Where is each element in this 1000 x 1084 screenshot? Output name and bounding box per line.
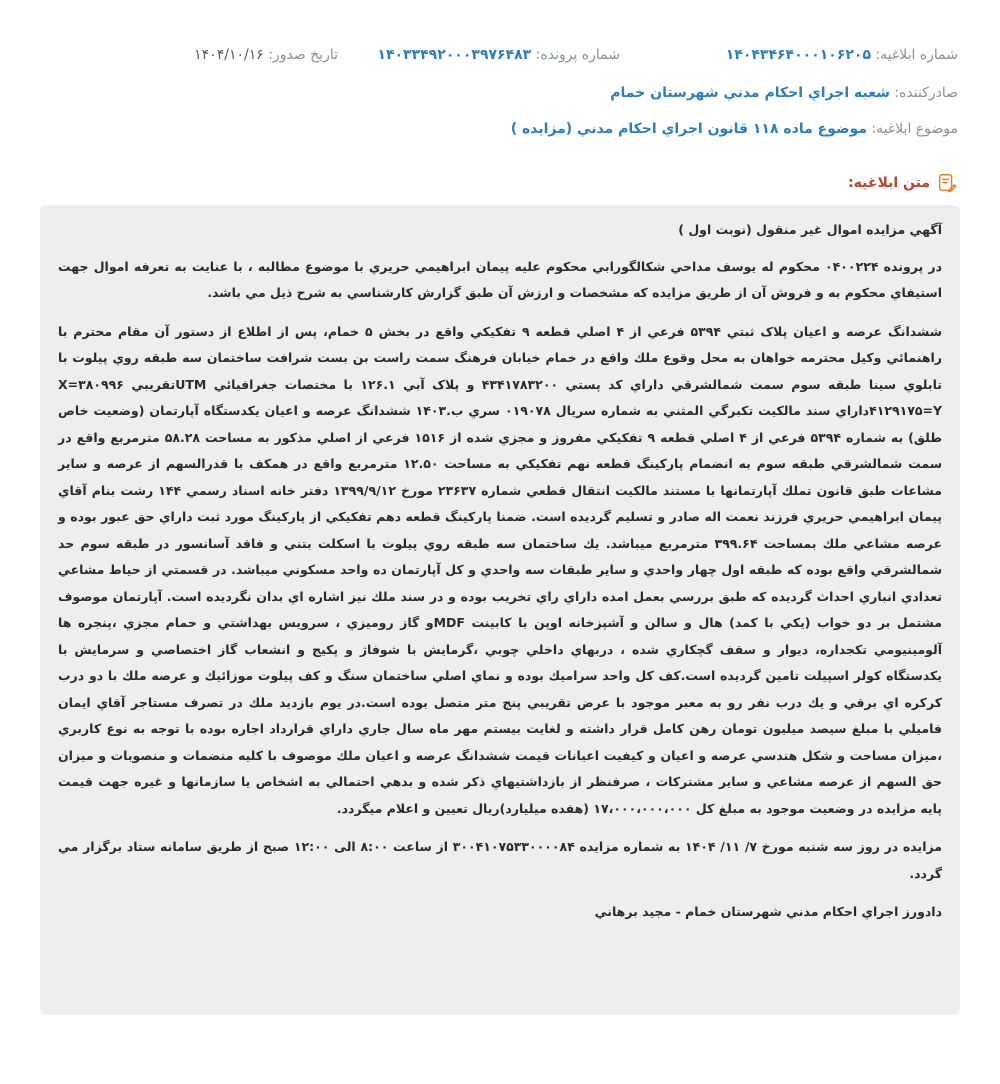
notice-text-box — [40, 205, 960, 1015]
notice-meta-row — [40, 47, 958, 69]
notice-number-label: شماره ابلاغيه: — [875, 47, 958, 63]
issue-date-value: ۱۴۰۴/۱۰/۱۶ — [194, 47, 264, 63]
auction-heading: آگهي مزايده اموال غير منقول (نوبت اول ) — [678, 222, 942, 237]
document-edit-icon — [936, 172, 958, 194]
signature-line: دادورز اجراي احکام مدني شهرستان خمام - مجيد برهاني — [594, 904, 942, 919]
subject-value: موضوع ماده ۱۱۸ قانون اجراي احکام مدني (مزايده ) — [510, 121, 867, 137]
subject-label: موضوع ابلاغيه: — [871, 121, 958, 137]
notice-text-label: متن ابلاغيه: — [848, 175, 930, 191]
case-number-value: ۱۴۰۳۳۴۹۲۰۰۰۳۹۷۶۴۸۳ — [377, 47, 532, 63]
notice-number-value: ۱۴۰۴۳۴۶۴۰۰۰۱۰۶۲۰۵ — [725, 47, 871, 63]
issue-date-label: تاريخ صدور: — [268, 47, 338, 63]
notice-number-field — [726, 47, 958, 63]
issuer-row — [40, 85, 958, 107]
case-number-label: شماره پرونده: — [535, 47, 620, 63]
property-description-paragraph: ششدانگ عرصه و اعيان پلاک ثبتي ۵۳۹۴ فرعي از ۴ اصلي قطعه ۹ تفکيکي واقع در بخش ۵ خمام، پس از اطلاع از دستور آن مقام محترم با راهنمائي وکيل محترمه خواهان به محل وقوع ملك واقع در خمام خيابان فرهنگ سمت راست بن بست شرافت ساختمان سه طبقه روي پيلوت با تابلوي سينا طبقه سوم سمت شمالشرقي داراي کد پستي ۴۳۴۱۷۸۳۲۰۰ و پلاک آبي ۱۲۶.۱ با مختصات جغرافيائي UTMتقريبي X=۳۸۰۹۹۶ ۴۱۲۹۱۷۵=Yداراي سند مالکيت تکبرگي المثني به شماره سريال ۰۱۹۰۷۸ سري ب.۱۴۰۳ ششدانگ عرصه و اعيان يکدستگاه آپارتمان (وضعيت خاص طلق) به شماره ۵۳۹۴ فرعي از ۴ اصلي قطعه ۹ تفکيکي مفروز و مجزي شده از ۱۵۱۶ فرعي از اصلي مذکور به مساحت ۵۸.۲۸ مترمربع واقع در سمت شمالشرقي طبقه سوم به انضمام پارکينگ قطعه نهم تفکيکي به مساحت ۱۲.۵۰ مترمربع واقع در همکف با قدرالسهم از عرصه و ساير مشاعات طبق قانون تملك آپارتمانها با مستند مالکيت انتقال قطعي شماره ۲۳۶۳۷ مورخ ۱۳۹۹/۹/۱۲ دفتر خانه اسناد رسمي ۱۴۴ رشت بنام آقاي پيمان ابراهيمي حريري فرزند نعمت اله صادر و تسليم گرديده است. ضمنا پارکينگ قطعه دهم تفکيکي از پارکينگ مورد ثبت داراي حق عبور بوده و عرصه مشاعي ملك بمساحت ۳۹۹.۶۴ مترمربع ميباشد. يك ساختمان سه طبقه روي پيلوت با اسکلت بتني و فاقد آسانسور در طبقه سوم حد شمالشرقي واقع بوده که طبقه اول چهار واحدي و ساير طبقات سه واحدي و کل آپارتمان ده واحد مسکوني ميباشد. در قسمتي از حياط مشاعي تعدادي انباري احداث گرديده که طبق بررسي بعمل امده داراي راي تخريب بوده و در سند ملك نيز اشاره اي بدان نگرديده است. آپارتمان موصوف مشتمل بر دو خواب (يکي با کمد) هال و سالن و آشپزخانه اوپن با کابينت MDFو گاز روميزي ، سرويس بهداشتي و حمام مجزي ،پنجره ها آلومينيومي تکجداره، ديوار و سقف گچکاري شده ، دربهاي داخلي چوبي ،گرمايش با شوفاژ و پکيج و انشعاب گاز اختصاصي و سرمايش با يکدستگاه کولر اسپيلت تامين گرديده است.کف کل واحد سراميك بوده و نماي اصلي ساختمان سنگ و کف پيلوت موزائيك و عرصه ملك با دو درب کرکره اي برقي و يك درب نفر رو به معبر موجود با عرض تقريبي پنج متر متصل بوده است.در يوم بازديد ملك در تصرف مستاجر آقاي ايمان فاميلي با مبلغ سيصد ميليون تومان رهن کامل قرار داشته و لغايت بيستم مهر ماه سال جاري داراي قرارداد اجاره بوده با توجه به نوع کاربري ،ميزان مساحت و شکل هندسي عرصه و اعيان و کيفيت اعيانات قيمت ششدانگ عرصه و اعيان ملك موصوف با کليه منضمات و منصوبات و ميزان حق السهم از عرصه مشاعي و ساير مشترکات ، صرفنظر از بازداشتيهاي ذکر شده و بدهي احتمالي به اشخاص يا سازمانها و غيره جهت قيمت پايه مزايده در وضعيت موجود به مبلغ کل ۱۷،۰۰۰،۰۰۰،۰۰۰ (هفده ميليارد)ريال تعيين و اعلام ميگردد. — [58, 323, 943, 816]
issue-date-field — [194, 47, 338, 63]
subject-row — [40, 121, 958, 143]
notice-text-title — [848, 171, 958, 195]
case-number-field — [377, 47, 620, 63]
issuer-value: شعبه اجراي احکام مدني شهرستان خمام — [610, 85, 890, 101]
issuer-label: صادرکننده: — [894, 85, 958, 101]
auction-schedule-paragraph: مزايده در روز سه شنبه مورخ ۷/ ۱۱/ ۱۴۰۴ به شماره مزايده ۳۰۰۴۱۰۷۵۳۳۰۰۰۰۸۴ از ساعت ۸:۰۰ الی ۱۲:۰۰ صبح از طريق سامانه ستاد برگزار مي گردد. — [58, 839, 942, 881]
case-paragraph: در پرونده ۰۴۰۰۲۲۴ محکوم له يوسف مداحي شکالگورابي محکوم عليه پيمان ابراهيمي حريري با موضوع مطالبه ، با عنايت به تعرفه اموال جهت استيفاي محکوم به و فروش آن از طريق مزايده که مشخصات و ارزش آن طبق گزارش کارشناسي به شرح ذيل مي باشد. — [58, 258, 942, 300]
